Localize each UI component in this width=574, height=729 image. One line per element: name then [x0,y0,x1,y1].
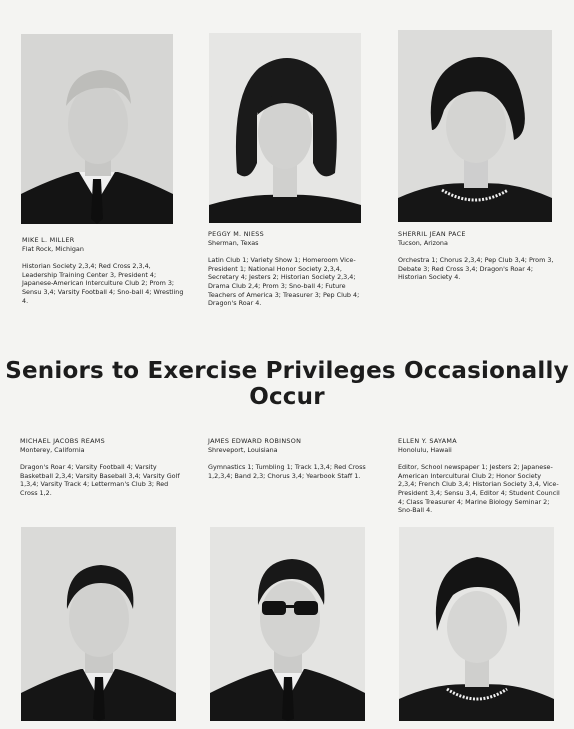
senior-bio-miller [22,236,184,305]
senior-activities: Dragon's Roar 4; Varsity Football 4; Varsity Basketball 2,3,4; Varsity Baseball 3,4; Varsity Golf 1,3,4; Varsity Track 4; Letterman's Club 3; Red Cross 1,2. [20,463,180,497]
portrait-pace-image [398,30,552,222]
portrait-photo-sayama [399,527,554,721]
senior-name: JAMES EDWARD ROBINSON [208,437,302,445]
portrait-photo-reams [21,527,176,721]
senior-hometown: Monterey, California [20,445,85,454]
portrait-sayama-image [399,527,554,721]
senior-bio-robinson [208,437,372,480]
senior-activities: Orchestra 1; Chorus 2,3,4; Pep Club 3,4; Prom 3, Debate 3; Red Cross 3,4; Dragon's Roar 4; Historian Society 4. [398,256,554,282]
senior-activities: Gymnastics 1; Tumbling 1; Track 1,3,4; Red Cross 1,2,3,4; Band 2,3; Chorus 3,4; Yearbook Staff 1. [208,463,366,480]
portrait-reams-image [21,527,176,721]
portrait-miller-image [21,34,173,224]
portrait-photo-pace [398,30,552,222]
senior-hometown: Tucson, Arizona [398,238,448,247]
senior-bio-sayama [398,437,560,515]
senior-activities: Latin Club 1; Variety Show 1; Homeroom Vice-President 1; National Honor Society 2,3,4, Secretary 4; Jesters 2; Historian Society 2,3,4; Drama Club 2,4; Prom 3; Sno-ball 4; Future Teachers of America 3; Treasurer 3; Pep Club 4; Dragon's Roar 4. [208,256,360,308]
senior-hometown: Flat Rock, Michigan [22,244,84,253]
portrait-photo-robinson [210,527,365,721]
portrait-robinson-image [210,527,365,721]
senior-hometown: Honolulu, Hawaii [398,445,452,454]
portrait-niess-image [209,33,361,223]
senior-name: SHERRIL JEAN PACE [398,230,466,238]
senior-bio-niess [208,230,370,308]
senior-activities: Historian Society 2,3,4; Red Cross 2,3,4, Leadership Training Center 3, President 4; Japanese-American Interculture Club 2; Prom 3; Sensu 3,4; Varsity Football 4; Sno-ball 4; Wrestling 4. [22,262,184,305]
portrait-photo-niess [209,33,361,223]
senior-bio-pace [398,230,560,282]
senior-name: MIKE L. MILLER [22,236,75,244]
senior-name: ELLEN Y. SAYAMA [398,437,457,445]
senior-name: PEGGY M. NIESS [208,230,265,238]
page-headline: Seniors to Exercise Privileges Occasionally Occur [5,358,569,410]
senior-bio-reams [20,437,180,498]
senior-activities: Editor, School newspaper 1; Jesters 2; Japanese-American Intercultural Club 2; Honor Society 2,3,4; French Club 3,4; Historian Society 3,4, Vice-President 3,4; Sensu 3,4, Editor 4; Student Council 4; Class Treasurer 4; Marine Biology Seminar 2; Sno-Ball 4. [398,463,560,515]
senior-hometown: Shreveport, Louisiana [208,445,278,454]
senior-hometown: Sherman, Texas [208,238,259,247]
portrait-photo-miller [21,34,173,224]
senior-name: MICHAEL JACOBS REAMS [20,437,105,445]
